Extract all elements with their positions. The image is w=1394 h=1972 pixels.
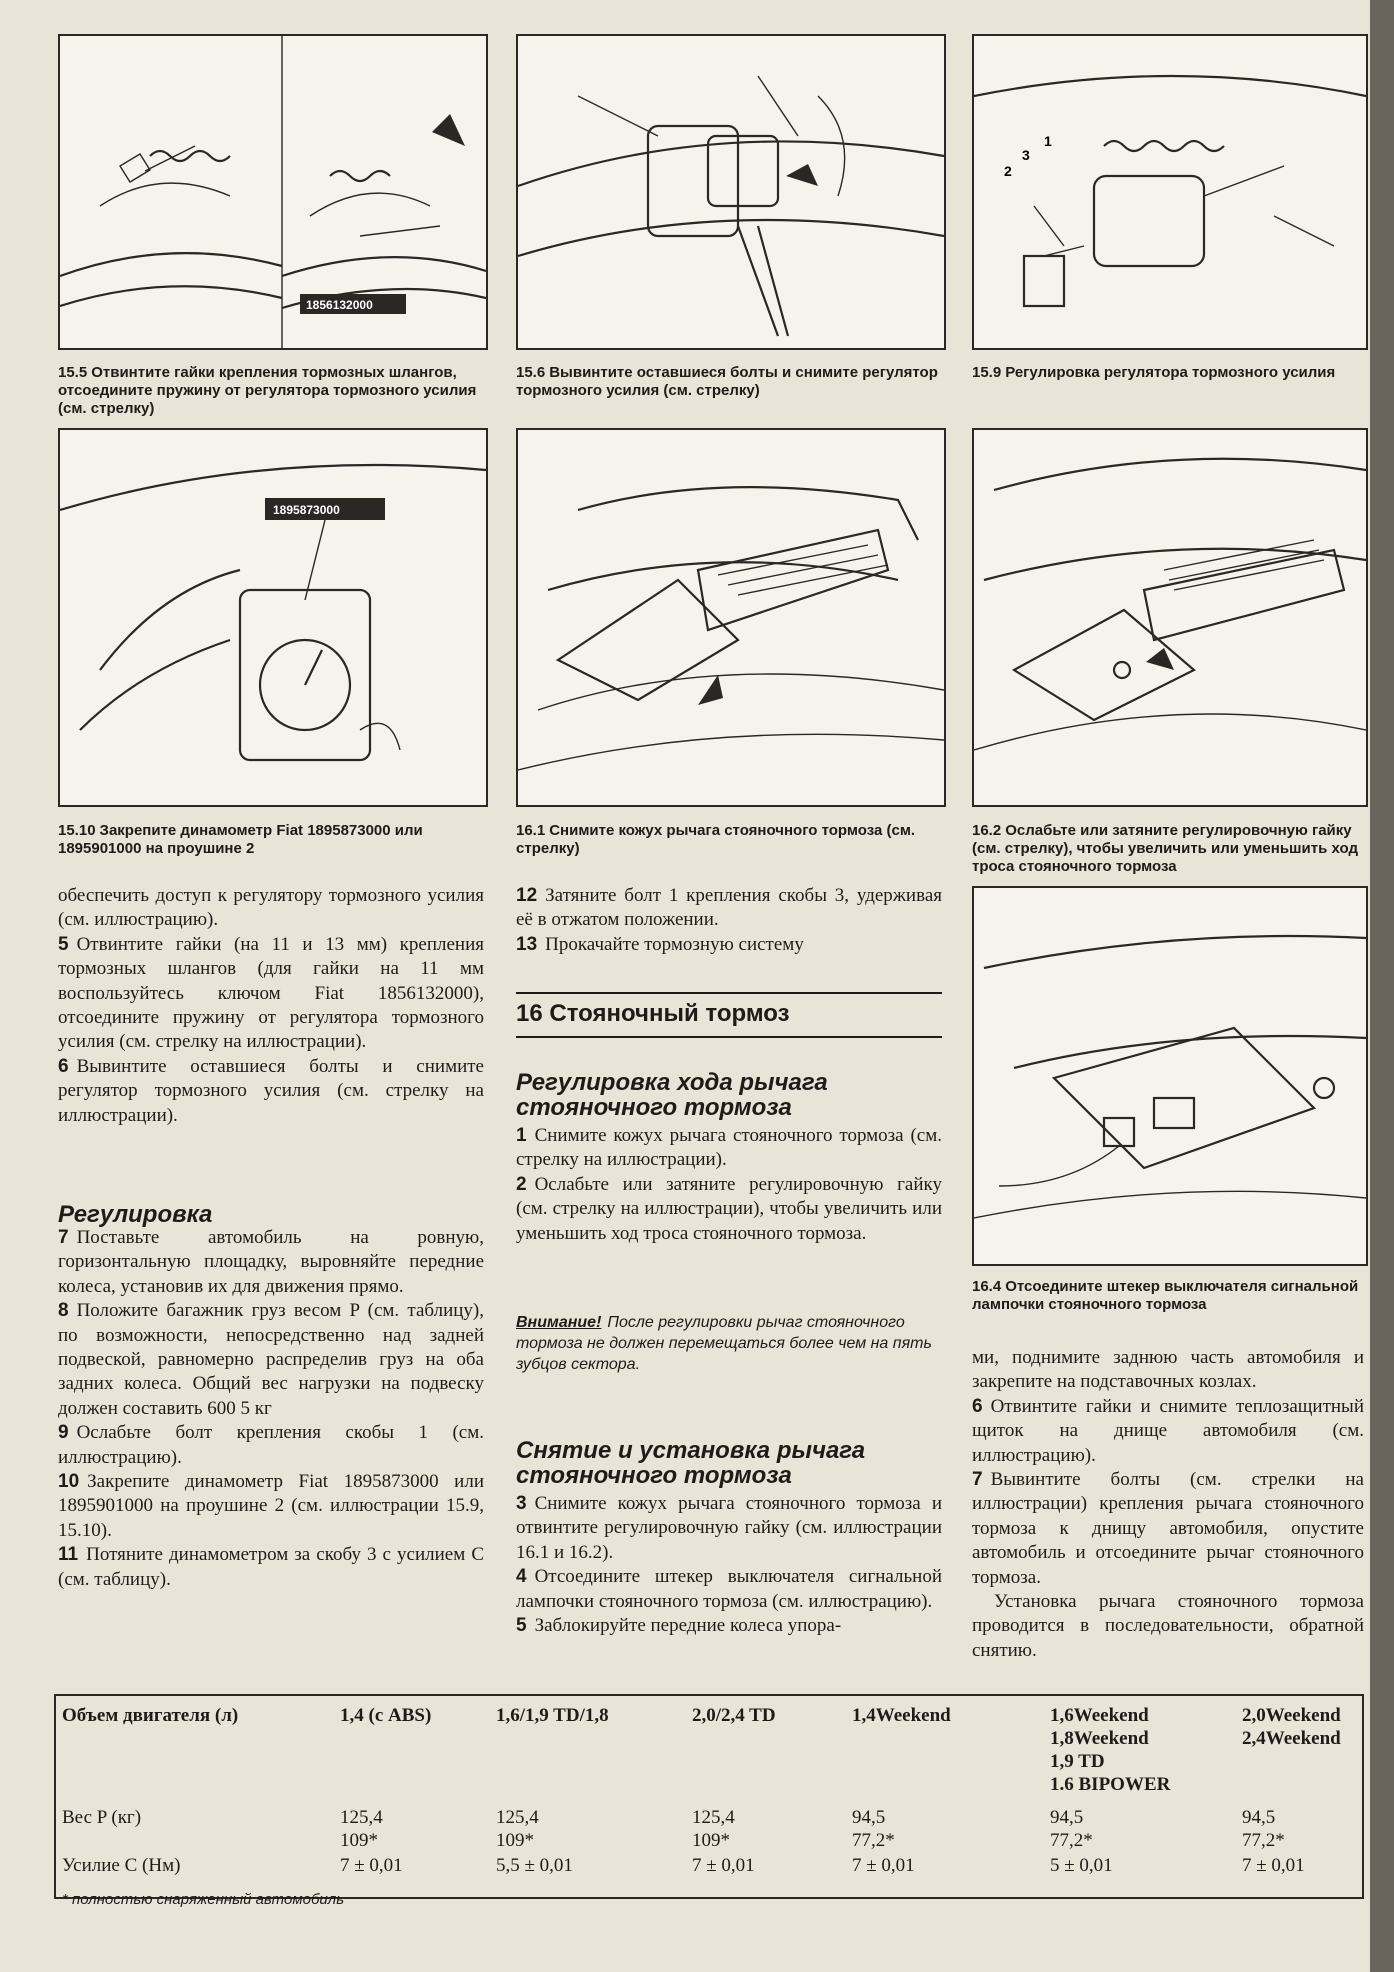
section-title: 16 Стояночный тормоз [516, 992, 942, 1038]
page-edge [1370, 0, 1394, 1972]
subhead-lever-removal: Снятие и установка рычага стояночного тормоза [516, 1437, 866, 1489]
weight-label: Вес P (кг) [62, 1807, 142, 1828]
step-13: 13 Прокачайте тормозную систему [516, 933, 804, 955]
illustration-adjusting-nut [974, 430, 1366, 805]
column-1-text-a [58, 884, 484, 1128]
caption-15-10: 15.10 Закрепите динамометр Fiat 1895873000 или 1895901000 на проушине 2 [58, 822, 423, 857]
column-3-text [972, 1346, 1364, 1663]
force-col-2: 5,5 ± 0,01 [496, 1855, 573, 1876]
dynamometer-tag: 1895873000 [273, 503, 340, 517]
caption-16-1: 16.1 Снимите кожух рычага стояночного тормоза (см. стрелку) [516, 822, 916, 857]
figure-15-9 [972, 34, 1368, 350]
warning-note: Внимание! После регулировки рычаг стояночного тормоза не должен перемещаться более чем на пять зубцов сектора. [516, 1314, 932, 1373]
column-2-text-b [516, 1124, 942, 1246]
spec-table [54, 1694, 1364, 1908]
force-col-6: 7 ± 0,01 [1242, 1855, 1305, 1876]
step-4: 4 Отсоедините штекер выключателя сигнальной лампочки стояночного тормоза (см. иллюстрацию). [516, 1566, 942, 1612]
col-header-2: 1,6/1,9 TD/1,8 [496, 1705, 609, 1726]
label-3: 3 [1022, 147, 1030, 163]
caption-16-2: 16.2 Ослабьте или затяните регулировочную гайку (см. стрелку), чтобы увеличить или уменьшить ход троса стояночного тормоза [972, 822, 1358, 875]
step-8: 8 Положите багажник груз весом P (см. таблицу), по возможности, непосредственно над задней подвеской, равномерно распределив груз на оба задних колеса. Общий вес нагрузки на подвеску должен составить 600 5 кг [58, 1300, 484, 1419]
col-header-4: 1,4Weekend [852, 1705, 951, 1726]
step-7b: 7 Вывинтите болты (см. стрелки на иллюстрации) крепления рычага стояночного тормоза к днищу автомобиля, опустите автомобиль и отсоедините рычаг стояночного тормоза. [972, 1469, 1364, 1588]
step-5b: 5 Заблокируйте передние колеса упора- [516, 1615, 842, 1637]
weight-col-3: 125,4 109* [692, 1807, 735, 1851]
column-2-text-a [516, 884, 942, 957]
step-11: 11 Потяните динамометром за скобу 3 с усилием C (см. таблицу). [58, 1544, 484, 1590]
caption-15-6: 15.6 Вывинтите оставшиеся болты и снимите регулятор тормозного усилия (см. стрелку) [516, 364, 938, 399]
figure-16-4 [972, 886, 1368, 1266]
illustration-regulator-removal [518, 36, 944, 348]
weight-col-4: 94,5 77,2* [852, 1807, 895, 1851]
weight-col-2: 125,4 109* [496, 1807, 539, 1851]
label-2: 2 [1004, 163, 1012, 179]
tool-tag: 1856132000 [306, 298, 373, 312]
illustration-spring-hoses [60, 36, 486, 348]
table-footnote: * полностью снаряженный автомобиль [62, 1891, 345, 1908]
illustration-regulator-adjustment [974, 36, 1366, 348]
subhead-lever-adjustment: Регулировка хода рычага стояночного тормоза [516, 1069, 828, 1121]
col-header-3: 2,0/2,4 TD [692, 1705, 776, 1726]
figure-15-6 [516, 34, 946, 350]
continuation-text: обеспечить доступ к регулятору тормозного усилия (см. иллюстрацию). [58, 885, 484, 931]
weight-col-6: 94,5 77,2* [1242, 1807, 1285, 1851]
caption-16-4: 16.4 Отсоедините штекер выключателя сигнальной лампочки стояночного тормоза [972, 1278, 1359, 1313]
caption-15-5: 15.5 Отвинтите гайки крепления тормозных шлангов, отсоедините пружину от регулятора тормозного усилия (см. стрелку) [58, 364, 477, 417]
weight-col-5: 94,5 77,2* [1050, 1807, 1093, 1851]
label-1: 1 [1044, 133, 1052, 149]
col-header-1: 1,4 (с ABS) [340, 1705, 432, 1726]
figure-16-2 [972, 428, 1368, 807]
force-col-4: 7 ± 0,01 [852, 1855, 915, 1876]
column-2-text-c [516, 1492, 942, 1638]
step-10: 10 Закрепите динамометр Fiat 1895873000 или 1895901000 на проушине 2 (см. иллюстрации 15.9, 15.10). [58, 1471, 484, 1541]
illustration-switch-connector [974, 888, 1366, 1264]
step-1: 1 Снимите кожух рычага стояночного тормоза (см. стрелку на иллюстрации). [516, 1125, 942, 1171]
step-6: 6 Вывинтите оставшиеся болты и снимите регулятор тормозного усилия (см. стрелку на иллюстрации). [58, 1055, 484, 1126]
col-header-5: 1,6Weekend 1,8Weekend 1,9 TD 1.6 BIPOWER [1050, 1705, 1171, 1795]
illustration-lever-cover [518, 430, 944, 805]
step-9: 9 Ослабьте болт крепления скобы 1 (см. иллюстрацию). [58, 1422, 484, 1468]
col-header-6: 2,0Weekend 2,4Weekend [1242, 1705, 1341, 1749]
force-col-5: 5 ± 0,01 [1050, 1855, 1113, 1876]
table-row-header: Объем двигателя (л) [62, 1705, 239, 1726]
figure-15-10 [58, 428, 488, 807]
step-3: 3 Снимите кожух рычага стояночного тормоза и отвинтите регулировочную гайку (см. иллюстрации 16.1 и 16.2). [516, 1493, 942, 1563]
step-6b: 6 Отвинтите гайки и снимите теплозащитный щиток на днище автомобиля (см. иллюстрацию). [972, 1395, 1364, 1466]
force-label: Усилие C (Нм) [62, 1855, 181, 1876]
figure-15-5 [58, 34, 488, 350]
continuation-text-3: ми, поднимите заднюю часть автомобиля и закрепите на подставочных козлах. [972, 1347, 1364, 1393]
illustration-dynamometer [60, 430, 486, 805]
caption-15-9: 15.9 Регулировка регулятора тормозного усилия [972, 364, 1336, 381]
step-5: 5 Отвинтите гайки (на 11 и 13 мм) крепления тормозных шлангов (для гайки на 11 мм воспользуйтесь ключом Fiat 1856132000), отсоедините пружину от регулятора тормозного усилия (см. стрелку на иллюстрации). [58, 933, 484, 1053]
figure-16-1 [516, 428, 946, 807]
step-2: 2 Ослабьте или затяните регулировочную гайку (см. стрелку на иллюстрации), чтобы увеличить или уменьшить ход троса стояночного тормоза. [516, 1173, 942, 1244]
subhead-adjustment: Регулировка [58, 1201, 213, 1228]
step-12: 12 Затяните болт 1 крепления скобы 3, удерживая её в отжатом положении. [516, 885, 942, 931]
force-col-1: 7 ± 0,01 [340, 1855, 403, 1876]
column-1-text-b [58, 1226, 484, 1592]
closing-text: Установка рычага стояночного тормоза проводится в последовательности, обратной снятию. [972, 1591, 1364, 1661]
step-7: 7 Поставьте автомобиль на ровную, горизонтальную площадку, выровняйте передние колеса, установив их для движения прямо. [58, 1227, 484, 1297]
weight-col-1: 125,4 109* [340, 1807, 383, 1851]
force-col-3: 7 ± 0,01 [692, 1855, 755, 1876]
